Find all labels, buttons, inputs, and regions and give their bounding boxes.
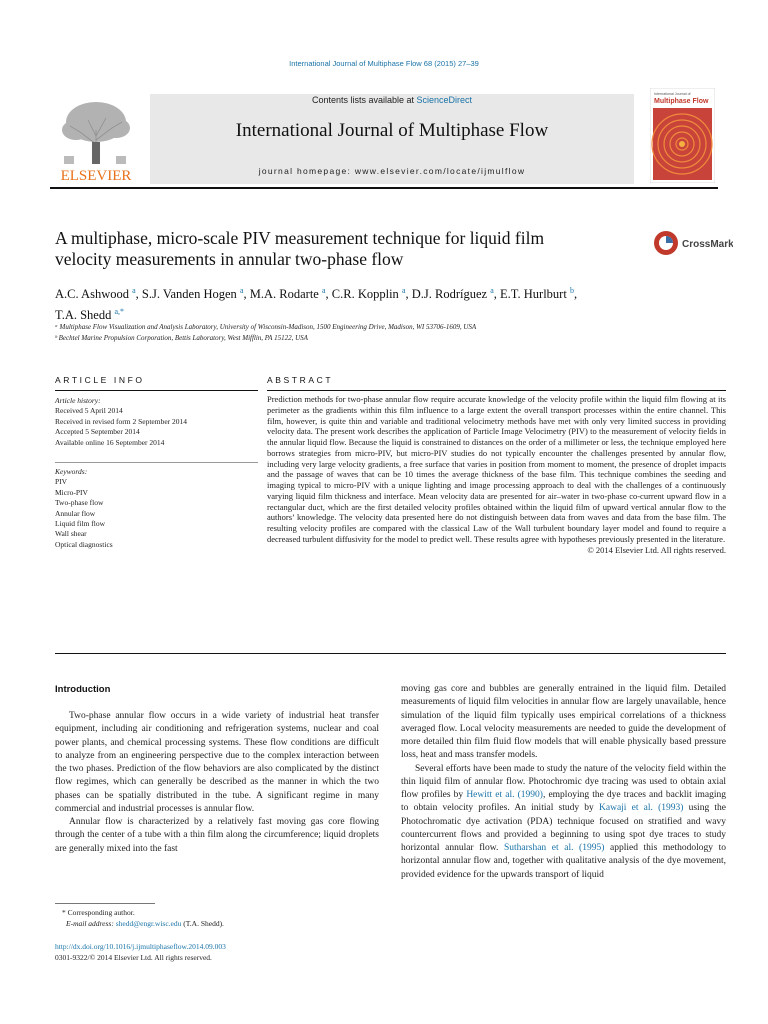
- cover-title: Multiphase Flow: [654, 98, 709, 105]
- footnote-corresponding: [62, 907, 382, 929]
- article-title: [55, 228, 635, 270]
- history-received: Received 5 April 2014: [55, 406, 123, 416]
- footnote-doi-block: [55, 941, 385, 963]
- ref-sutharshan-1995[interactable]: Sutharshan et al. (1995): [503, 843, 605, 853]
- author-affiliation-mark[interactable]: a: [490, 286, 494, 295]
- body-right-column: [401, 683, 726, 882]
- abstract-heading: ABSTRACT: [267, 375, 334, 385]
- article-info-rule: [55, 390, 258, 391]
- footnote-rule: [55, 903, 155, 904]
- author-separator: ,: [405, 287, 412, 302]
- contents-prefix: Contents lists available at: [311, 95, 417, 105]
- intro-paragraph-2: Annular flow is characterized by a relatively fast moving gas core flowing through the center of a tube with a thin film along the circumference; liquid droplets are generally mixed into the fast: [55, 817, 379, 854]
- author-affiliation-mark[interactable]: a: [321, 286, 326, 295]
- author-name[interactable]: C.R. Kopplin: [331, 287, 399, 302]
- keyword-item: Two-phase flow: [55, 498, 104, 508]
- author-name[interactable]: T.A. Shedd: [55, 308, 112, 323]
- journal-title: International Journal of Multiphase Flow: [235, 120, 549, 141]
- author-affiliation-mark[interactable]: a,*: [114, 307, 125, 317]
- journal-citation[interactable]: International Journal of Multiphase Flow 68 (2015) 27–39: [289, 59, 479, 68]
- crossmark-label: CrossMark: [682, 239, 733, 250]
- right-paragraph-2: Several efforts have been made to study the nature of the velocity field within the thin liquid film of annular flow. Photochromic dye tracing was used to obtain axial flow profiles by Hewitt et al. (1990), employing the dye traces and backlit imaging to obtain velocity profiles. An initial study by Kawaji et al. (1993) using the Photochromatic dye activation (PDA) technique focused on stratified and wavy countercurrent flows and provided a beginning to using spot dye traces to study horizontal annular flow. Sutharshan et al. (1995) applied this methodology to horizontal annular flow and, together with qualitative analysis of the dye movement, provided evidence for the upwards transport of liquid: [401, 763, 726, 880]
- introduction-heading: Introduction: [55, 684, 111, 695]
- email-line: E-mail address: shedd@engr.wisc.edu (T.A. Shedd).: [66, 919, 224, 928]
- author-name[interactable]: M.A. Rodarte: [249, 287, 319, 302]
- ref-kawaji-1993[interactable]: Kawaji et al. (1993): [599, 803, 684, 814]
- abstract-bottom-rule: [55, 653, 726, 654]
- header-divider: [50, 187, 718, 189]
- author-name[interactable]: D.J. Rodríguez: [411, 287, 488, 302]
- journal-cover-image: [650, 88, 715, 183]
- journal-homepage[interactable]: journal homepage: www.elsevier.com/locate/ijmulflow: [258, 166, 526, 176]
- history-label: Article history:: [55, 396, 101, 405]
- keywords-label: Keywords:: [55, 467, 88, 476]
- doi-link[interactable]: http://dx.doi.org/10.1016/j.ijmultiphaseflow.2014.09.003: [55, 942, 226, 951]
- history-revised: Received in revised form 2 September 2014: [55, 416, 188, 426]
- author-separator: ,: [325, 287, 332, 302]
- keywords-rule: [55, 462, 258, 463]
- abstract-body: [267, 394, 726, 555]
- abstract-text: Prediction methods for two-phase annular flow require accurate knowledge of the velocity profile within the liquid film flowing at its perimeter as the gradients within this film influence to a large extent the overall transport processes within the entire channel. This film, however, is quite thin and variable and traditional velocimetry methods have met with only very limited success in providing velocity data. The present work describes the application of Particle Image Velocimetry (PIV) to the measurement of velocity fields in the annular liquid flow. Because the liquid is constrained to distances on the order of a millimeter or less, the technique employed here borrows strategies from micro-PIV, but micro-PIV studies do not typically encounter the challenges presented by annular flow, including very large velocity gradients, a free surface that varies in position from moment to moment, the presence of droplet impacts and the passage of waves that can be 10 times the average thickness of the base film. This technique combines the seeding and imaging typical to micro-PIV with a unique lighting and image processing approach to deal with the challenges of a continuously varying liquid film thickness and interface. Mean velocity data are presented for air–water in two-phase co-current upward flow in a rectangular duct, which are the first detailed velocity profiles obtained within the liquid film of upward vertical annular flow to the authors’ knowledge. The velocity data presented here do not distinguish between data from waves and data from the base film. The resulting velocity profiles are compared with the classical Law of the Wall turbulent boundary layer model and found to require a decreased turbulent diffusivity for the model to predict well. These results agree with hypotheses previously presented in the literature.: [267, 394, 726, 544]
- cover-title-small: International Journal of: [654, 92, 691, 96]
- body-left-column: [55, 710, 379, 856]
- history-online: Available online 16 September 2014: [55, 437, 165, 447]
- author-affiliation-mark[interactable]: b: [569, 286, 574, 295]
- corresponding-author: * Corresponding author.: [62, 908, 135, 917]
- author-separator: ,: [493, 287, 501, 302]
- article-title-line1: A multiphase, micro-scale PIV measurement technique for liquid film: [55, 228, 545, 248]
- keyword-item: Annular flow: [55, 508, 96, 518]
- article-history: [55, 396, 260, 448]
- issn-line: 0301-9322/© 2014 Elsevier Ltd. All rights reserved.: [55, 953, 212, 962]
- abstract-copyright: © 2014 Elsevier Ltd. All rights reserved.: [587, 544, 726, 555]
- ref-hewitt-1990[interactable]: Hewitt et al. (1990): [466, 790, 543, 800]
- keyword-item: Optical diagnostics: [55, 539, 113, 549]
- intro-paragraph-1: Two-phase annular flow occurs in a wide variety of industrial heat transfer equipment, including air conditioning and refrigeration systems, nuclear and coal power plants, and chemical processing systems. These flow conditions are difficult to analyze from an engineering perspective due to the complex interaction between the two phases. Prediction of the flow behaviors are also complicated by the distinct flow regimes, which can generally be described as the manner in which the two phases can be spatially distributed in the tube. A significant regime in many commercial and industrial processes is annular flow.: [55, 711, 379, 814]
- keyword-item: PIV: [55, 477, 68, 487]
- keyword-item: Micro-PIV: [55, 487, 88, 497]
- contents-line: [150, 95, 634, 105]
- elsevier-logo: [50, 92, 142, 184]
- crossmark-button[interactable]: [653, 230, 733, 256]
- affiliation-a: ᵃ Multiphase Flow Visualization and Analysis Laboratory, University of Wisconsin-Madison, 1500 Engineering Drive, Madison, WI 53706-1609, USA: [55, 323, 477, 331]
- author-separator: ,: [243, 287, 250, 302]
- affiliation-b: ᵇ Bechtel Marine Propulsion Corporation, Bettis Laboratory, West Mifflin, PA 15122, USA: [55, 334, 308, 342]
- author-list: [55, 282, 695, 324]
- author-name[interactable]: A.C. Ashwood: [55, 287, 129, 302]
- author-separator: ,: [135, 287, 142, 302]
- author-name[interactable]: S.J. Vanden Hogen: [141, 287, 237, 302]
- keyword-item: Liquid film flow: [55, 519, 105, 529]
- keyword-item: Wall shear: [55, 529, 87, 539]
- sciencedirect-link[interactable]: ScienceDirect: [416, 95, 473, 105]
- author-affiliation-mark[interactable]: a: [401, 286, 406, 295]
- author-affiliation-mark[interactable]: a: [239, 286, 244, 295]
- email-link[interactable]: shedd@engr.wisc.edu: [115, 919, 182, 928]
- elsevier-wordmark: ELSEVIER: [60, 168, 132, 184]
- author-separator: ,: [573, 287, 578, 302]
- author-name[interactable]: E.T. Hurlburt: [500, 287, 567, 302]
- right-paragraph-1: moving gas core and bubbles are generally entrained in the liquid film. Detailed measurements of liquid film velocities in annular flow are largely unavailable, hence simulation of the liquid film typically uses empirical correlations of a thickness averaged flow. Local velocity measurements are needed to guide the development of more detailed thin film fluid flow models that will enable physically based pressure loss, heat and mass transfer models.: [401, 684, 726, 761]
- article-title-line2: velocity measurements in annular two-phase flow: [55, 249, 404, 269]
- article-info-heading: ARTICLE INFO: [55, 375, 145, 385]
- keywords-section: [55, 467, 260, 550]
- abstract-rule: [267, 390, 726, 391]
- history-accepted: Accepted 5 September 2014: [55, 427, 140, 437]
- author-affiliation-mark[interactable]: a: [132, 286, 136, 295]
